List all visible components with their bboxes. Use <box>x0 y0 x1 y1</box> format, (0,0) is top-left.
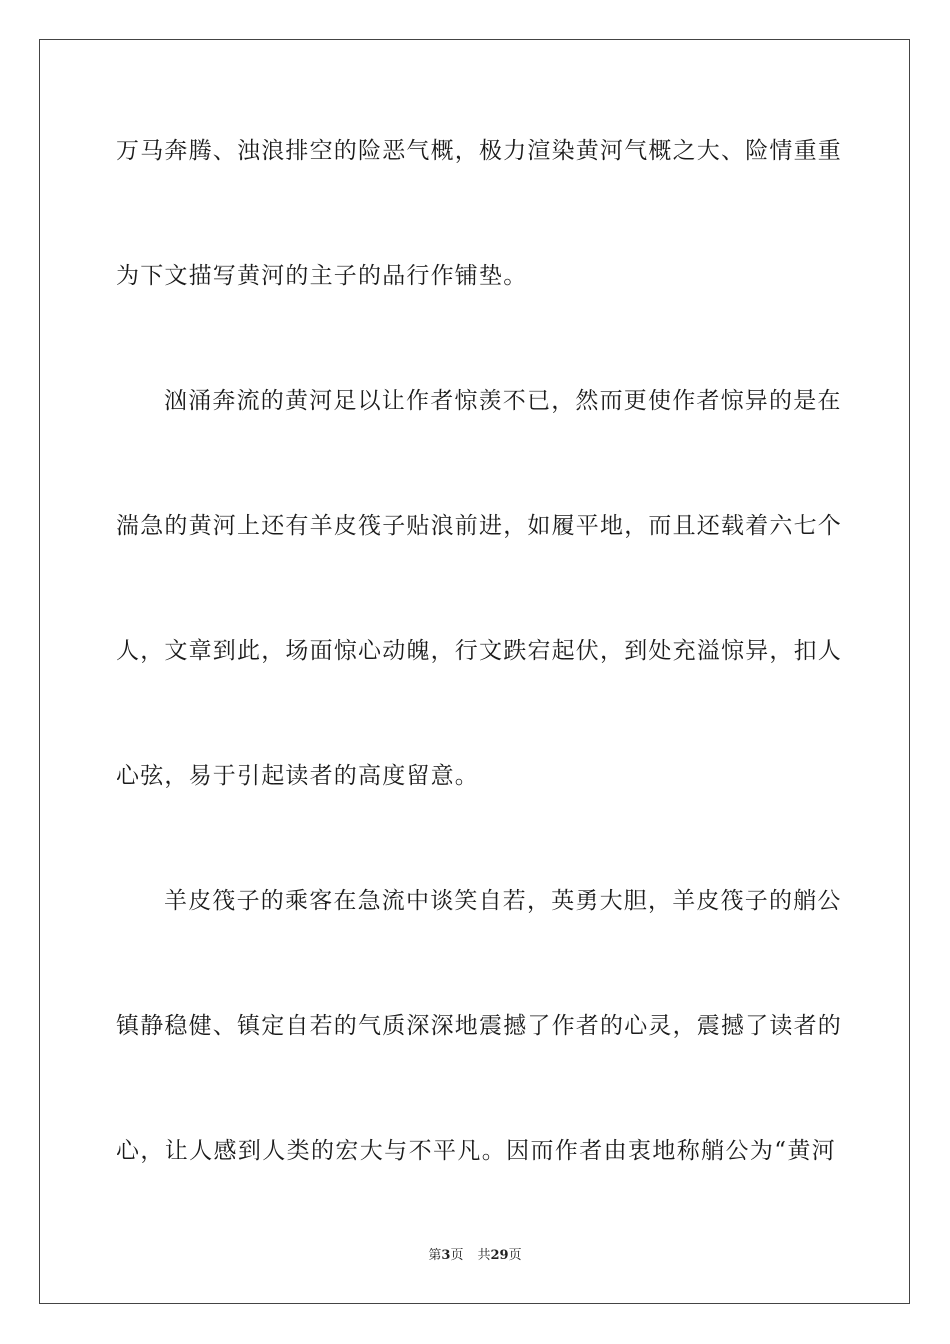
body-line-9: 心，让人感到人类的宏大与不平凡。因而作者由衷地称艄公为“黄河 <box>116 1138 836 1164</box>
body-line-7: 羊皮筏子的乘客在急流中谈笑自若，英勇大胆，羊皮筏子的艄公 <box>164 888 842 914</box>
page-footer <box>0 1247 950 1265</box>
body-line-4: 湍急的黄河上还有羊皮筏子贴浪前进，如履平地，而且还载着六七个 <box>116 513 842 539</box>
body-line-1: 万马奔腾、浊浪排空的险恶气概，极力渲染黄河气概之大、险情重重 <box>116 138 842 164</box>
page-border <box>39 39 910 1304</box>
total-pages: 29 <box>490 1248 509 1263</box>
total-prefix: 共 <box>477 1248 491 1263</box>
body-line-5: 人，文章到此，场面惊心动魄，行文跌宕起伏，到处充溢惊异，扣人 <box>116 638 842 664</box>
body-line-2: 为下文描写黄河的主子的品行作铺垫。 <box>116 263 528 289</box>
page-prefix: 第 <box>428 1248 442 1263</box>
page-number: 3 <box>441 1248 451 1263</box>
total-suffix: 页 <box>508 1248 522 1263</box>
body-line-8: 镇静稳健、镇定自若的气质深深地震撼了作者的心灵，震撼了读者的 <box>116 1013 842 1039</box>
page-suffix: 页 <box>450 1248 464 1263</box>
body-line-6: 心弦，易于引起读者的高度留意。 <box>116 763 479 789</box>
body-line-3: 汹涌奔流的黄河足以让作者惊羡不已，然而更使作者惊异的是在 <box>164 388 842 414</box>
